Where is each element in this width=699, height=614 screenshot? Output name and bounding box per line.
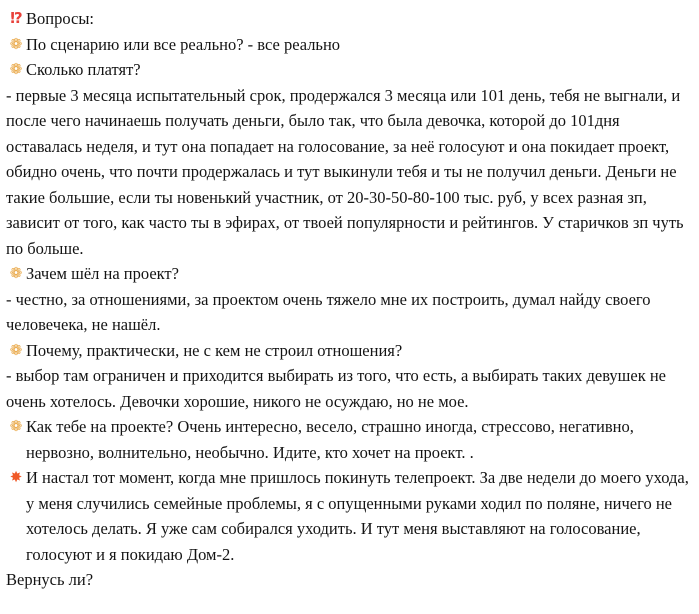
question-why-came-text: Зачем шёл на проект? xyxy=(26,264,179,283)
question-how-on-project-text: Как тебе на проекте? Очень интересно, весело, страшно иногда, стрессово, негативно, нервозно, волнительно, необычно. Идите, кто хочет на проект. . xyxy=(26,417,634,462)
final-story-text: И настал тот момент, когда мне пришлось покинуть телепроект. За две недели до моего ухода, у меня случились семейные проблемы, я с опущенными руками ходил по поляне, ничего не хотелось делать. Я уже сам собирался уходить. И тут меня выставляют на голосование, голосуют и я покидаю Дом-2. xyxy=(26,468,689,564)
answer-why-came: - честно, за отношениями, за проектом очень тяжело мне их построить, думал найду своего человечека, не нашёл. xyxy=(6,289,651,334)
heading-questions-text: Вопросы: xyxy=(26,9,94,28)
closing-question: Вернусь ли? xyxy=(6,570,94,589)
exclamation-question-icon: ⁉ xyxy=(10,9,22,27)
question-how-on-project xyxy=(6,414,689,465)
question-no-relationship-text: Почему, практически, не с кем не строил отношения? xyxy=(26,340,403,360)
flower-bullet-icon: ❁ xyxy=(9,340,23,359)
question-scenario-text: По сценарию или все реально? - все реально xyxy=(26,34,341,54)
question-payment xyxy=(6,57,689,83)
flower-bullet-icon: ❁ xyxy=(9,60,23,78)
answer-payment: - первые 3 месяца испытательный срок, продержался 3 месяца или 101 день, тебя не выгнали, и после чего начинаешь получать деньги, было так, что была девочка, которой до 101дня оставалась неделя, и тут она попадает на голосование, за неё голосуют и она покидает проект, обидно очень, что почти продержалась и тут выкинули тебя и ты не получил деньги. Деньги не такие большие, если ты новенький участник, от 20-30-50-80-100 тыс. руб, у всех разная зп, зависит от того, как часто ты в эфирах, от твоей популярности и рейтингов. У старичков зп чуть по больше. xyxy=(6,85,684,258)
question-why-came xyxy=(6,261,689,287)
heading-questions xyxy=(6,6,689,32)
flower-bullet-icon: ❁ xyxy=(9,264,23,282)
question-scenario xyxy=(6,32,689,58)
flower-bullet-icon: ❁ xyxy=(9,417,23,435)
final-story xyxy=(6,465,689,567)
answer-no-relationship: - выбор там ограничен и приходится выбирать из того, что есть, а выбирать таких девушек не очень хотелось. Девочки хорошие, никого не осуждаю, но не мое. xyxy=(6,366,667,411)
question-payment-text: Сколько платят? xyxy=(26,60,141,79)
flower-bullet-icon: ❁ xyxy=(9,34,23,53)
question-no-relationship xyxy=(6,338,689,364)
sparkle-burst-icon: ✸ xyxy=(9,468,23,486)
